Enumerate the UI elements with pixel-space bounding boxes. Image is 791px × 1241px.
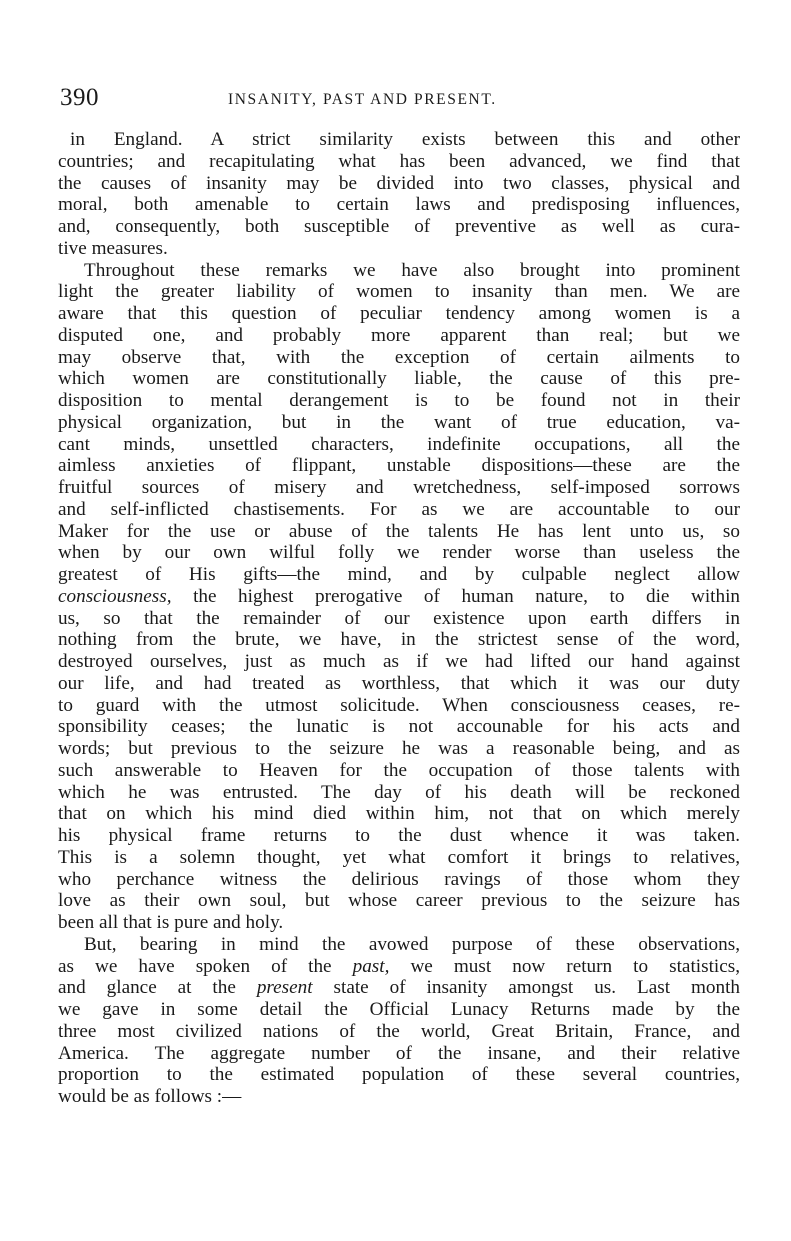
text-line: aware that this question of peculiar tendency among women is a xyxy=(58,303,740,324)
text-fragment: as we have spoken of the xyxy=(58,955,332,977)
text-fragment: and glance at the xyxy=(58,977,236,999)
body-text xyxy=(52,129,740,1108)
text-line: and, consequently, both susceptible of preventive as well as cura- xyxy=(58,216,740,237)
text-line: three most civilized nations of the world, Great Britain, France, and xyxy=(58,1020,740,1042)
text-line: tive measures. xyxy=(58,237,168,259)
text-line: would be as follows :— xyxy=(58,1086,242,1107)
text-line: destroyed ourselves, just as much as if we had lifted our hand against xyxy=(58,651,740,672)
text-fragment: we must now return to statistics, xyxy=(410,955,741,977)
text-line: in England. A strict similarity exists between this and other xyxy=(70,129,740,150)
text-line: disposition to mental derangement is to be found not in their xyxy=(58,390,740,411)
text-line-with-italic xyxy=(52,956,740,978)
italic-consciousness: consciousness, xyxy=(58,585,172,607)
text-line: proportion to the estimated population of these several countries, xyxy=(58,1064,740,1086)
text-fragment: the highest prerogative of human nature, to die within xyxy=(193,585,741,607)
text-line: when by our own wilful folly we render worse than useless the xyxy=(58,542,740,564)
text-line: been all that is pure and holy. xyxy=(58,912,284,933)
page-number: 390 xyxy=(60,84,99,111)
text-line: we gave in some detail the Official Lunacy Returns made by the xyxy=(58,999,740,1020)
text-line: our life, and had treated as worthless, that which it was our duty xyxy=(58,672,740,694)
text-line: light the greater liability of women to insanity than men. We are xyxy=(58,281,740,303)
text-line: But, bearing in mind the avowed purpose of these observations, xyxy=(84,933,740,955)
text-line: Maker for the use or abuse of the talents He has lent unto us, so xyxy=(58,520,740,542)
italic-present: present xyxy=(256,977,313,999)
text-line: his physical frame returns to the dust whence it was taken. xyxy=(58,825,740,846)
text-line: aimless anxieties of flippant, unstable dispositions—these are the xyxy=(58,455,740,477)
text-line: This is a solemn thought, yet what comfort it brings to relatives, xyxy=(58,846,740,868)
text-line: countries; and recapitulating what has been advanced, we find that xyxy=(58,150,740,172)
text-line: us, so that the remainder of our existence upon earth differs in xyxy=(58,607,740,629)
text-line: and self-inflicted chastisements. For as we are accountable to our xyxy=(58,498,740,520)
text-fragment: state of insanity amongst us. Last month xyxy=(333,977,740,999)
text-line: love as their own soul, but whose career previous to the seizure has xyxy=(58,890,740,912)
text-line: moral, both amenable to certain laws and predisposing influences, xyxy=(58,194,740,216)
running-head: INSANITY, PAST AND PRESENT. xyxy=(228,91,497,108)
text-line: fruitful sources of misery and wretchedness, self-imposed sorrows xyxy=(58,477,740,498)
text-line: to guard with the utmost solicitude. When consciousness ceases, re- xyxy=(58,694,740,716)
text-line: the causes of insanity may be divided into two classes, physical and xyxy=(58,172,740,194)
text-line: which women are constitutionally liable, the cause of this pre- xyxy=(58,368,740,390)
text-line: sponsibility ceases; the lunatic is not accounable for his acts and xyxy=(58,716,740,738)
text-line: America. The aggregate number of the insane, and their relative xyxy=(58,1042,740,1064)
text-line-with-italic xyxy=(52,586,740,608)
text-line: may observe that, with the exception of certain ailments to xyxy=(58,346,740,368)
text-line: greatest of His gifts—the mind, and by culpable neglect allow xyxy=(58,564,740,585)
text-line: such answerable to Heaven for the occupation of those talents with xyxy=(58,759,740,781)
text-line: words; but previous to the seizure he was a reasonable being, and as xyxy=(58,738,740,759)
text-line: that on which his mind died within him, not that on which merely xyxy=(58,803,740,825)
text-line: Throughout these remarks we have also brought into prominent xyxy=(84,259,740,281)
text-line: cant minds, unsettled characters, indefinite occupations, all the xyxy=(58,433,740,455)
page-header xyxy=(60,84,740,114)
italic-past: past, xyxy=(352,955,390,977)
text-line: disputed one, and probably more apparent than real; but we xyxy=(58,324,740,346)
text-line: physical organization, but in the want of true education, va- xyxy=(58,411,740,433)
text-line: nothing from the brute, we have, in the strictest sense of the word, xyxy=(58,629,740,651)
text-line: which he was entrusted. The day of his death will be reckoned xyxy=(58,781,740,803)
text-line: who perchance witness the delirious ravings of those whom they xyxy=(58,868,740,890)
text-line-with-italic xyxy=(52,977,740,999)
